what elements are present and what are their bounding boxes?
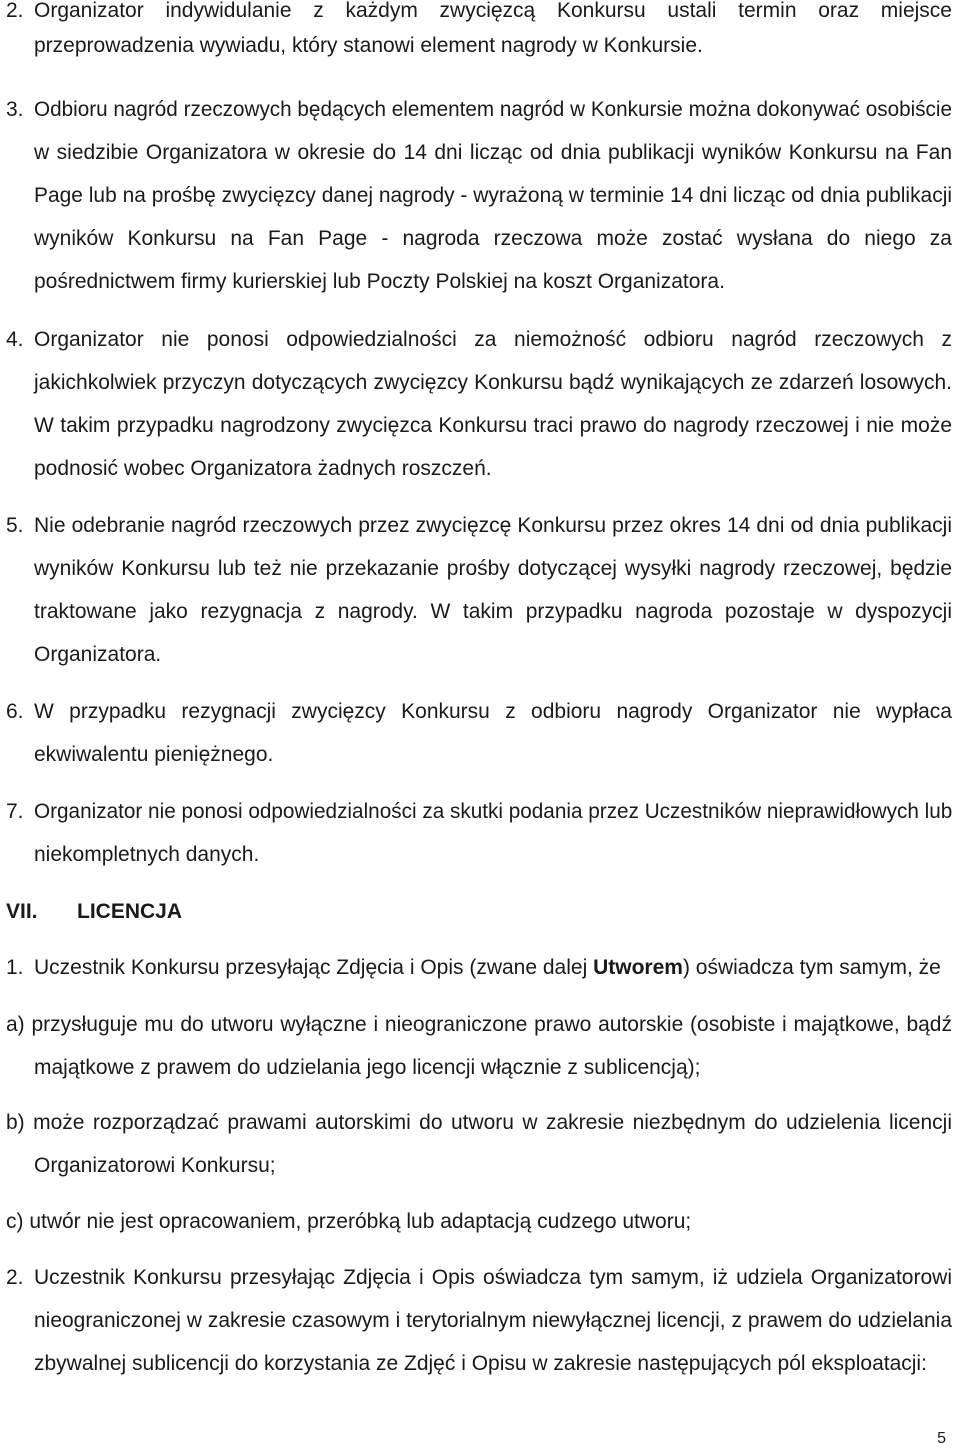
text-line: a) przysługuje mu do utworu wyłączne i nieograniczone prawo autorskie (osobiste i majątkowe, bądź (6, 1013, 952, 1036)
text-line: przeprowadzenia wywiadu, który stanowi element nagrody w Konkursie. (34, 34, 703, 57)
text-line: c) utwór nie jest opracowaniem, przeróbką lub adaptacją cudzego utworu; (6, 1210, 692, 1233)
text-line (34, 955, 941, 981)
text-line: nieograniczonej w zakresie czasowym i terytorialnym niewyłącznej licencji, z prawem do udzielania (34, 1309, 952, 1332)
text-segment: ) oświadcza tym samym, że (682, 956, 941, 979)
paragraph-number: 2. (6, 0, 24, 22)
paragraph-number: 3. (6, 98, 24, 121)
paragraph-number: 2. (6, 1266, 24, 1289)
section-title: LICENCJA (77, 900, 183, 923)
defined-term: Utworem (593, 956, 683, 979)
paragraph-number: 4. (6, 328, 24, 351)
text-line: W przypadku rezygnacji zwycięzcy Konkursu z odbioru nagrody Organizator nie wypłaca (34, 700, 952, 723)
paragraph-number: 7. (6, 800, 24, 823)
page-number: 5 (937, 1430, 946, 1447)
text-line: majątkowe z prawem do udzielania jego licencji włącznie z sublicencją); (34, 1056, 701, 1079)
section-numeral: VII. (6, 900, 38, 923)
text-line: niekompletnych danych. (34, 843, 260, 866)
text-line: jakichkolwiek przyczyn dotyczących zwycięzcy Konkursu bądź wynikających ze zdarzeń losowych. (34, 371, 952, 394)
text-line: wyników Konkursu na Fan Page - nagroda rzeczowa może zostać wysłana do niego za (34, 227, 952, 250)
text-line: Page lub na prośbę zwycięzcy danej nagrody - wyrażoną w terminie 14 dni licząc od dnia publikacji (34, 184, 952, 207)
text-line: Organizator nie ponosi odpowiedzialności za skutki podania przez Uczestników nieprawidłowych lub (34, 800, 953, 823)
text-segment: Uczestnik Konkursu przesyłając Zdjęcia i Opis (zwane dalej (34, 956, 594, 979)
text-line: Organizatora. (34, 643, 162, 666)
paragraph-number: 1. (6, 956, 24, 979)
text-line: W takim przypadku nagrodzony zwycięzca Konkursu traci prawo do nagrody rzeczowej i nie może (34, 414, 952, 437)
text-line: b) może rozporządzać prawami autorskimi do utworu w zakresie niezbędnym do udzielenia licencji (6, 1111, 952, 1134)
paragraph-number: 5. (6, 514, 24, 537)
text-line: ekwiwalentu pieniężnego. (34, 743, 274, 766)
paragraph-number: 6. (6, 700, 24, 723)
text-line: podnosić wobec Organizatora żadnych roszczeń. (34, 457, 492, 480)
text-line: Odbioru nagród rzeczowych będących elementem nagród w Konkursie można dokonywać osobiście (34, 98, 952, 121)
text-line: Uczestnik Konkursu przesyłając Zdjęcia i Opis oświadcza tym samym, iż udziela Organizatorowi (34, 1266, 952, 1289)
text-line: Organizatorowi Konkursu; (34, 1154, 276, 1177)
text-line: traktowane jako rezygnacja z nagrody. W takim przypadku nagroda pozostaje w dyspozycji (34, 600, 952, 623)
text-line: Nie odebranie nagród rzeczowych przez zwycięzcę Konkursu przez okres 14 dni od dnia publikacji (34, 514, 952, 537)
text-line: Organizator nie ponosi odpowiedzialności za niemożność odbioru nagród rzeczowych z (34, 328, 952, 351)
text-line: pośrednictwem firmy kurierskiej lub Poczty Polskiej na koszt Organizatora. (34, 270, 725, 293)
text-line: zbywalnej sublicencji do korzystania ze Zdjęć i Opisu w zakresie następujących pól eksploatacji: (34, 1352, 927, 1375)
text-line: w siedzibie Organizatora w okresie do 14 dni licząc od dnia publikacji wyników Konkursu na Fan (34, 141, 952, 164)
text-line: wyników Konkursu lub też nie przekazanie prośby dotyczącej wysyłki nagrody rzeczowej, będzie (34, 557, 952, 580)
text-line: Organizator indywidulanie z każdym zwycięzcą Konkursu ustali termin oraz miejsce (34, 0, 952, 22)
